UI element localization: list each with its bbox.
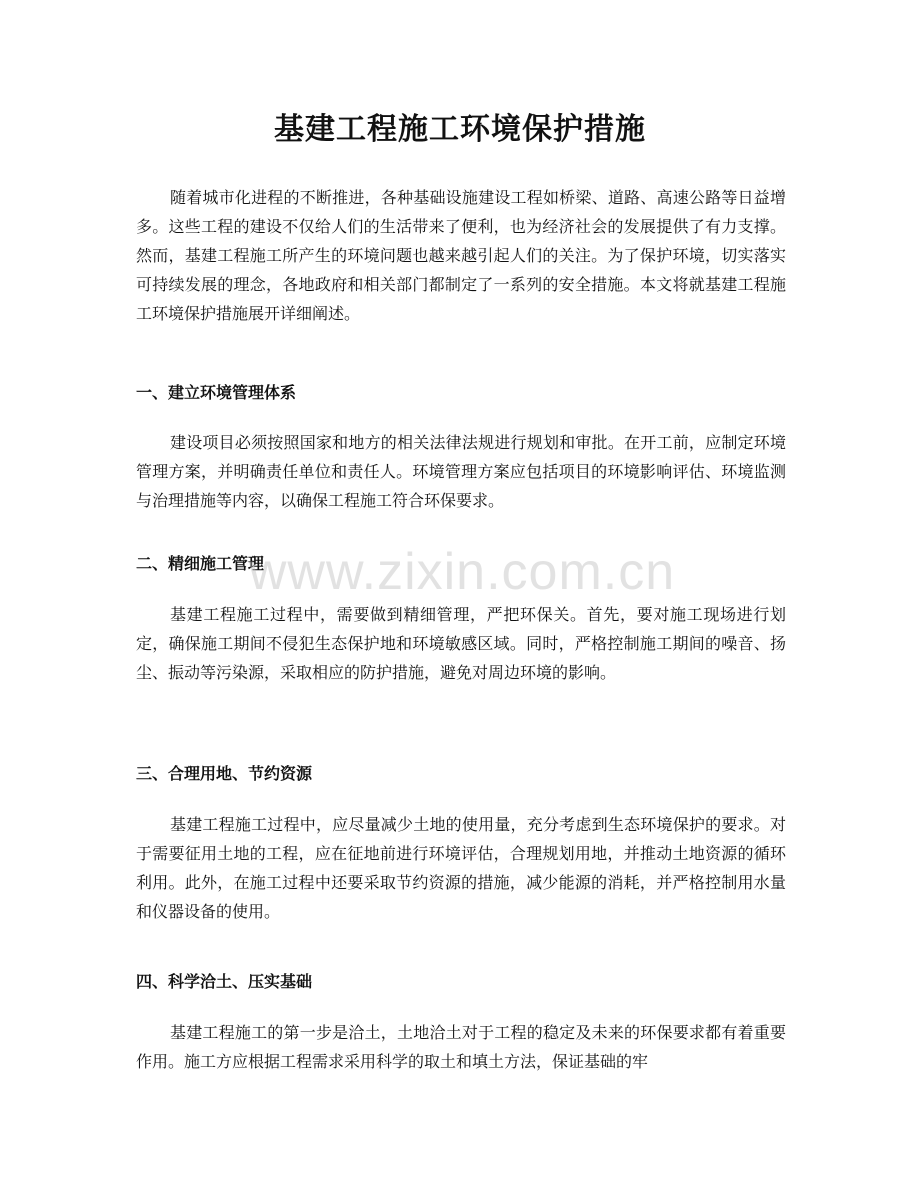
section-3-body: 基建工程施工过程中，应尽量减少土地的使用量，充分考虑到生态环境保护的要求。对于需要征用土地的工程，应在征地前进行环境评估，合理规划用地，并推动土地资源的循环利用。此外，在施工过程中还要采取节约资源的措施，减少能源的消耗，并严格控制用水量和仪器设备的使用。: [136, 815, 786, 921]
section-1-heading: 一、建立环境管理体系: [136, 383, 297, 402]
intro-paragraph: 随着城市化进程的不断推进，各种基础设施建设工程如桥梁、道路、高速公路等日益增多。这些工程的建设不仅给人们的生活带来了便利，也为经济社会的发展提供了有力支撑。然而，基建工程施工所产生的环境问题也越来越引起人们的关注。为了保护环境，切实落实可持续发展的理念，各地政府和相关部门都制定了一系列的安全措施。本文将就基建工程施工环境保护措施展开详细阐述。: [136, 188, 786, 323]
watermark: www.zixin.com.cn: [248, 543, 676, 601]
section-3-heading: 三、合理用地、节约资源: [136, 764, 313, 783]
section-2-heading: 二、精细施工管理: [136, 554, 265, 573]
section-1-body: 建设项目必须按照国家和地方的相关法律法规进行规划和审批。在开工前，应制定环境管理方案，并明确责任单位和责任人。环境管理方案应包括项目的环境影响评估、环境监测与治理措施等内容，以确保工程施工符合环保要求。: [136, 433, 786, 510]
document-title: 基建工程施工环境保护措施: [274, 112, 646, 147]
section-4-heading: 四、科学洽土、压实基础: [136, 972, 313, 991]
section-4-body: 基建工程施工的第一步是洽土，土地洽土对于工程的稳定及未来的环保要求都有着重要作用。施工方应根据工程需求采用科学的取土和填土方法，保证基础的牢: [136, 1023, 786, 1071]
section-2-body: 基建工程施工过程中，需要做到精细管理，严把环保关。首先，要对施工现场进行划定，确保施工期间不侵犯生态保护地和环境敏感区域。同时，严格控制施工期间的噪音、扬尘、振动等污染源，采取相应的防护措施，避免对周边环境的影响。: [136, 605, 786, 682]
